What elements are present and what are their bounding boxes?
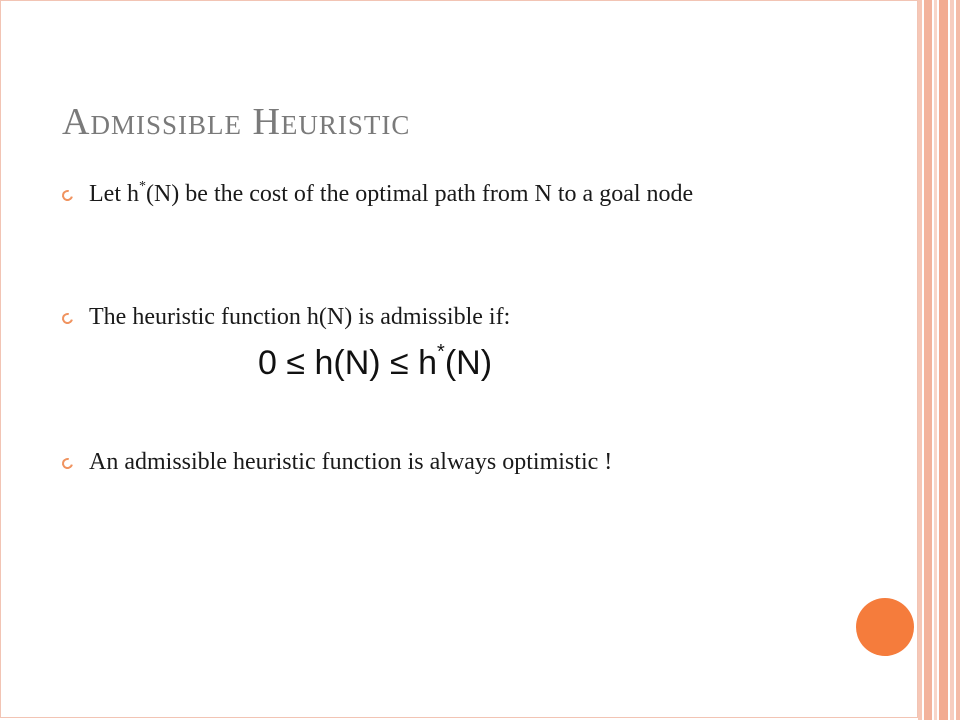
stripe xyxy=(939,0,948,720)
stripe xyxy=(950,0,954,720)
superscript-star: * xyxy=(138,179,146,194)
stripe xyxy=(924,0,932,720)
formula-pre: 0 ≤ h(N) ≤ h xyxy=(258,344,438,382)
stripe xyxy=(934,0,937,720)
bullet-icon xyxy=(60,188,75,203)
decorative-stripes xyxy=(918,0,960,720)
stripe xyxy=(956,0,960,720)
bullet-item xyxy=(62,446,822,479)
orange-circle-icon xyxy=(856,598,914,656)
formula-post: (N) xyxy=(444,344,493,382)
bullet-item xyxy=(62,178,822,211)
bullet-icon xyxy=(60,456,75,471)
slide-title: Admissible Heuristic xyxy=(62,101,411,143)
admissibility-formula xyxy=(258,340,493,383)
stripe xyxy=(918,0,922,720)
formula-superscript-star: * xyxy=(437,340,445,363)
bullet-text-pre: Let h xyxy=(89,181,139,207)
bullet-item xyxy=(62,301,822,334)
bullet-icon xyxy=(60,311,75,326)
bullet-text xyxy=(89,178,822,211)
bullet-text: The heuristic function h(N) is admissible if: xyxy=(89,304,511,330)
bullet-text-post: (N) be the cost of the optimal path from N to a goal node xyxy=(145,181,694,207)
bullet-text: An admissible heuristic function is always optimistic ! xyxy=(89,449,613,475)
